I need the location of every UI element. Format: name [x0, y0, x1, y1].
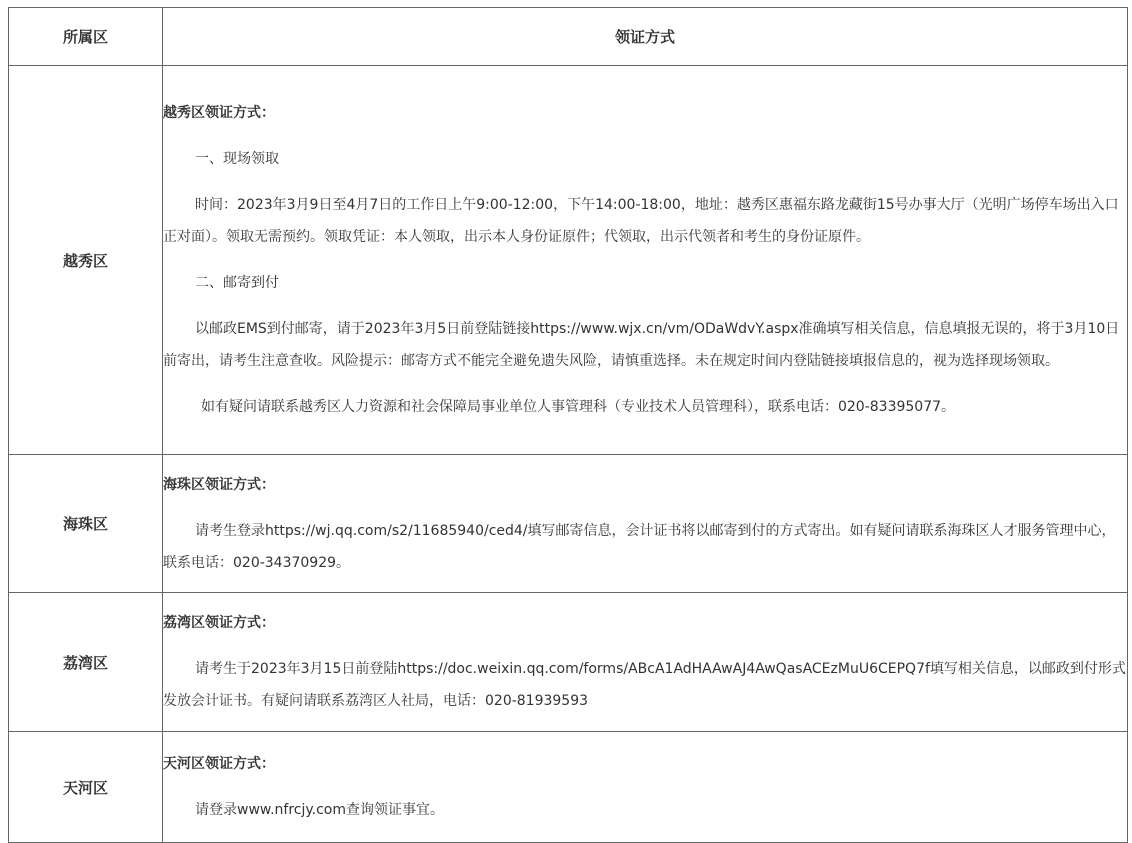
district-cell: 天河区 [9, 732, 163, 843]
method-paragraph: 时间：2023年3月9日至4月7日的工作日上午9:00-12:00，下午14:00-18:00，地址：越秀区惠福东路龙藏街15号办事大厅（光明广场停车场出入口正对面）。领取无需预约。领取凭证：本人领取，出示本人身份证原件；代领取，出示代领者和考生的身份证原件。 [163, 197, 1119, 245]
table-row [9, 593, 1128, 732]
method-title: 荔湾区领证方式： [163, 615, 275, 631]
table-header-row [9, 8, 1128, 66]
district-cell: 荔湾区 [9, 593, 163, 732]
district-cell: 越秀区 [9, 66, 163, 455]
header-district: 所属区 [9, 8, 163, 66]
method-cell [163, 732, 1128, 843]
header-method: 领证方式 [163, 8, 1128, 66]
method-paragraph: 请考生登录https://wj.qq.com/s2/11685940/ced4/填写邮寄信息，会计证书将以邮寄到付的方式寄出。如有疑问请联系海珠区人才服务管理中心，联系电话：020-34370929。 [163, 522, 1116, 571]
method-title: 天河区领证方式： [163, 756, 275, 772]
method-paragraph: 二、邮寄到付 [195, 275, 279, 291]
method-cell [163, 66, 1128, 455]
method-paragraph: 以邮政EMS到付邮寄，请于2023年3月5日前登陆链接https://www.wjx.cn/vm/ODaWdvY.aspx准确填写相关信息，信息填报无误的，将于3月10日前寄出，请考生注意查收。风险提示：邮寄方式不能完全避免遗失风险，请慎重选择。未在规定时间内登陆链接填报信息的，视为选择现场领取。 [163, 321, 1120, 369]
method-paragraph: 请考生于2023年3月15日前登陆https://doc.weixin.qq.com/forms/ABcA1AdHAAwAJ4AwQasACEzMuU6CEPQ7f填写相关信息，以邮政到付形式发放会计证书。有疑问请联系荔湾区人社局，电话：020-81939593 [163, 661, 1126, 709]
table-row [9, 66, 1128, 455]
method-title: 海珠区领证方式： [163, 476, 275, 493]
table-row [9, 732, 1128, 843]
table-row [9, 455, 1128, 593]
contact-paragraph: 如有疑问请联系越秀区人力资源和社会保障局事业单位人事管理科（专业技术人员管理科），联系电话：020-83395077。 [201, 399, 956, 415]
district-cell: 海珠区 [9, 455, 163, 593]
certificate-collection-table [8, 7, 1128, 843]
method-cell [163, 455, 1128, 593]
method-cell [163, 593, 1128, 732]
method-title: 越秀区领证方式： [163, 105, 275, 121]
method-paragraph: 一、现场领取 [195, 151, 279, 167]
method-paragraph: 请登录www.nfrcjy.com查询领证事宜。 [195, 802, 444, 818]
